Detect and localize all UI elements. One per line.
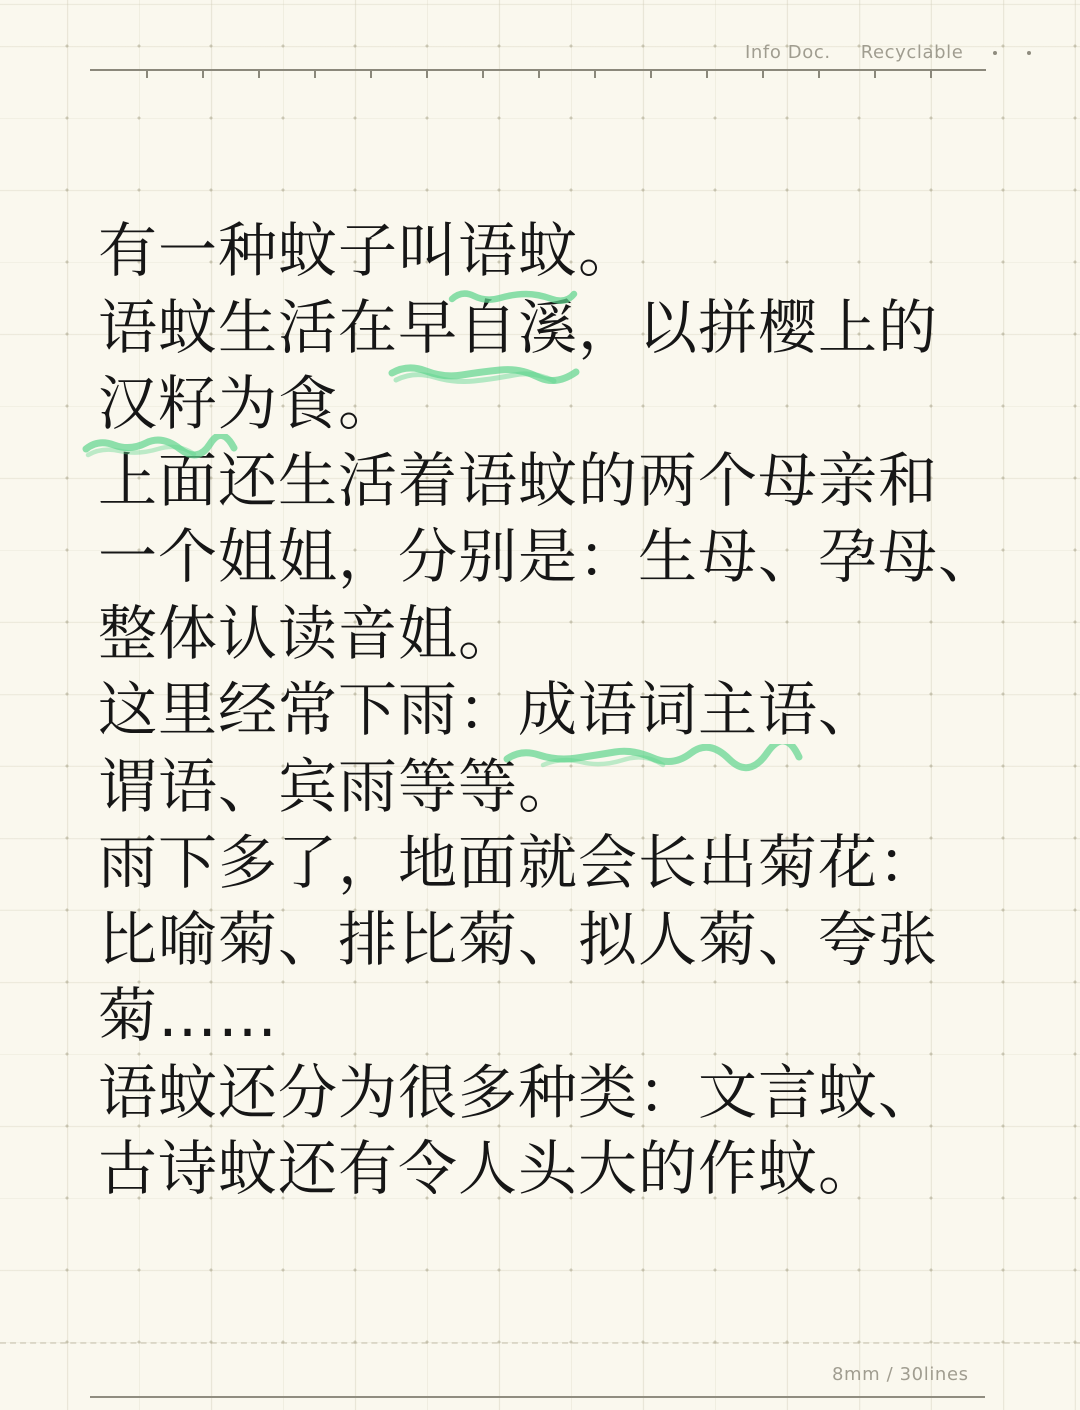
text-line: 一个姐姐，分别是：生母、孕母、 — [98, 522, 999, 591]
row-divider-line — [0, 1342, 1080, 1344]
text-line: 雨下多了，地面就会长出菊花： — [98, 828, 939, 897]
text-line: 这里经常下雨：成语词主语、 — [98, 675, 879, 744]
header-dot-icon — [1027, 51, 1031, 55]
header-dot-icon — [993, 51, 997, 55]
footer-paper-spec-label: 8mm / 30lines — [832, 1364, 969, 1385]
text-line: 语蚊生活在早自溪，以拼樱上的 — [98, 292, 939, 362]
text-line: 菊…… — [98, 981, 279, 1050]
page-header — [745, 42, 1061, 63]
header-label-recyclable: Recyclable — [860, 42, 964, 63]
text-line: 有一种蚊子叫语蚊。 — [98, 216, 639, 285]
text-line: 比喻菊、排比菊、拟人菊、夸张 — [98, 904, 939, 974]
header-label-info-doc: Info Doc. — [745, 42, 831, 63]
note-text — [98, 213, 1018, 1208]
text-line: 语蚊还分为很多种类：文言蚊、 — [98, 1057, 939, 1127]
text-line: 整体认读音姐。 — [98, 598, 519, 668]
text-line: 汉籽为食。 — [98, 369, 399, 438]
text-line: 上面还生活着语蚊的两个母亲和 — [98, 445, 939, 515]
text-line: 古诗蚊还有令人头大的作蚊。 — [98, 1134, 879, 1203]
footer-line — [90, 1396, 985, 1398]
ruler-tick-marks — [146, 71, 946, 78]
text-line: 谓语、宾雨等等。 — [98, 751, 579, 821]
